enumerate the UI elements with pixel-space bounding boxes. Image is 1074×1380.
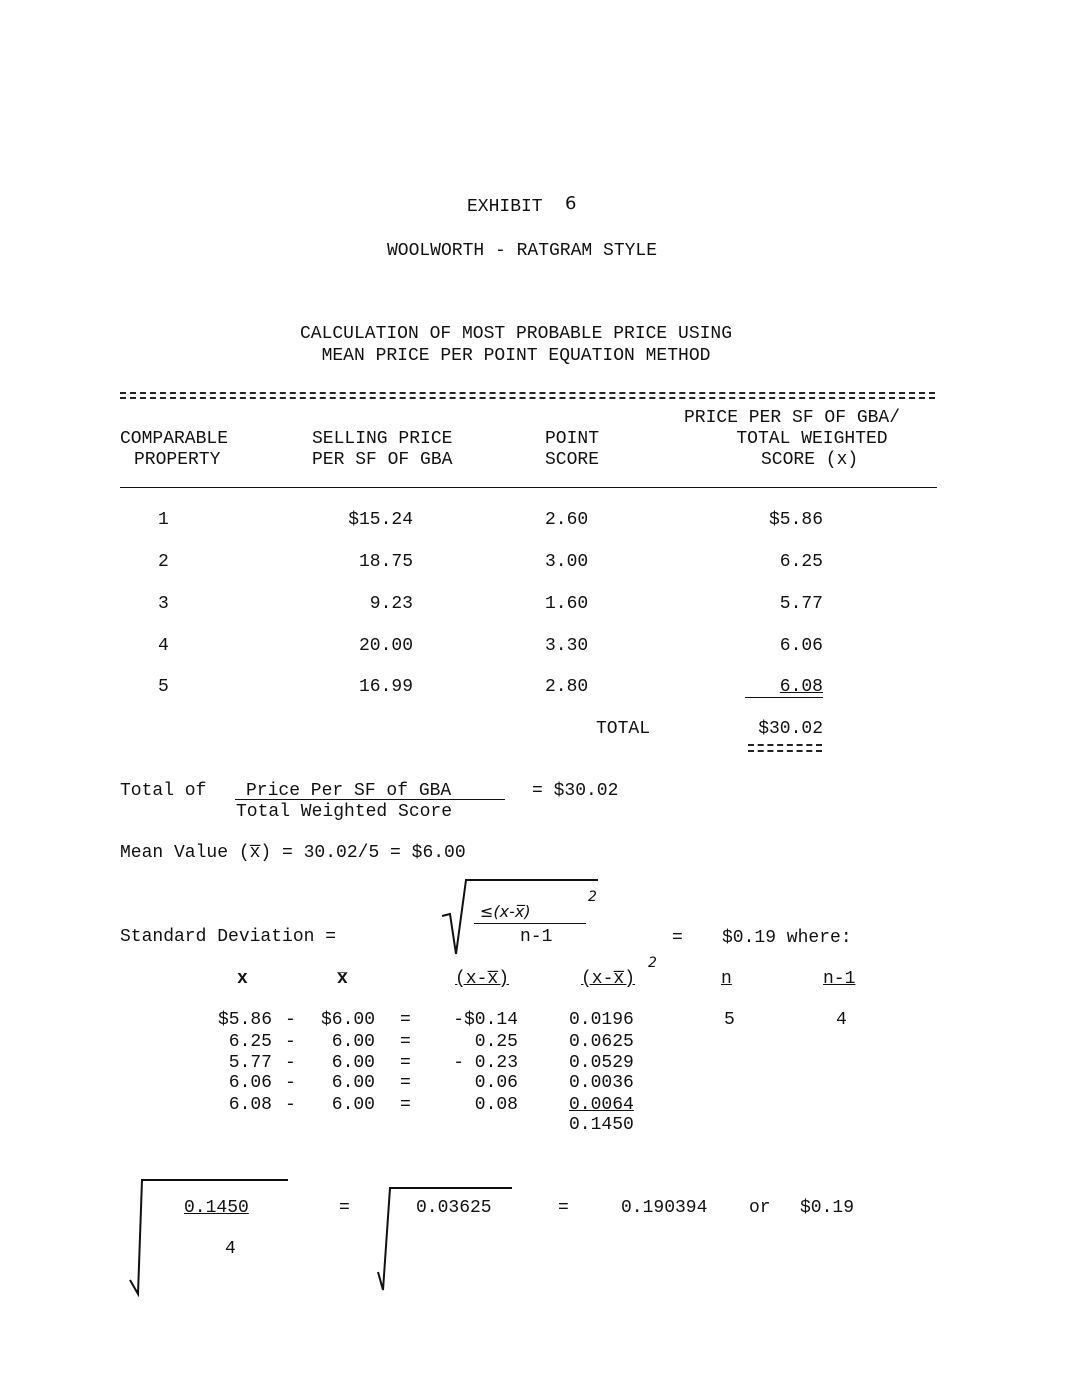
col-header-score-1: POINT	[545, 429, 600, 449]
minus-sign: -	[285, 1010, 296, 1030]
cell-property: 5	[158, 677, 169, 697]
minus-sign: -	[285, 1053, 296, 1073]
cell-score: 3.30	[545, 636, 589, 656]
equals-sign: =	[400, 1010, 411, 1030]
sd-label: Standard Deviation =	[120, 927, 337, 947]
final-radicand: 0.03625	[416, 1198, 492, 1218]
col-header-ratio-3: SCORE (x)	[761, 450, 859, 470]
cell-score: 2.80	[545, 677, 589, 697]
equals-sign: =	[400, 1073, 411, 1093]
total-of-label: Total of	[120, 781, 207, 801]
dev-xbar: 6.00	[331, 1095, 375, 1115]
dev-diff: - 0.23	[453, 1053, 518, 1073]
cell-ratio: 6.08	[779, 677, 823, 697]
n1-value: 4	[836, 1010, 847, 1030]
final-rounded: $0.19	[800, 1198, 855, 1218]
minus-sign: -	[285, 1032, 296, 1052]
dev-header-n1: n-1	[823, 969, 856, 989]
sd-fraction-bar	[474, 923, 586, 924]
dev-x: 6.06	[228, 1073, 272, 1093]
dev-header-sq: (x-x̅)	[581, 969, 636, 989]
sd-result: $0.19 where:	[722, 928, 852, 948]
cell-price: 18.75	[358, 552, 413, 572]
final-or: or	[749, 1198, 771, 1218]
col-header-score-2: SCORE	[545, 450, 600, 470]
dev-x: 6.25	[228, 1032, 272, 1052]
cell-score: 1.60	[545, 594, 589, 614]
equals-sign: =	[400, 1095, 411, 1115]
cell-price: 9.23	[369, 594, 413, 614]
cell-ratio: 6.25	[779, 552, 823, 572]
cell-ratio: 5.77	[779, 594, 823, 614]
dev-sum: 0.1450	[569, 1115, 634, 1135]
minus-sign: -	[285, 1073, 296, 1093]
dev-header-sq-sup: 2	[648, 955, 657, 971]
cell-ratio: 6.06	[779, 636, 823, 656]
final-denominator: 4	[225, 1239, 236, 1259]
cell-price: $15.24	[348, 510, 413, 530]
cell-price: 20.00	[358, 636, 413, 656]
sqrt-icon	[128, 1178, 293, 1298]
dev-diff: 0.08	[474, 1095, 518, 1115]
cell-property: 3	[158, 594, 169, 614]
dev-x: 5.77	[228, 1053, 272, 1073]
col-header-property-2: PROPERTY	[134, 450, 221, 470]
n-value: 5	[724, 1010, 735, 1030]
double-rule-top	[120, 392, 935, 394]
dev-header-diff: (x-x̅)	[455, 969, 510, 989]
dev-header-n: n	[721, 969, 732, 989]
total-result: = $30.02	[532, 781, 619, 801]
dev-header-x: x	[237, 969, 248, 989]
exhibit-label: EXHIBIT	[467, 197, 543, 217]
cell-property: 2	[158, 552, 169, 572]
mean-value: Mean Value (x̅) = 30.02/5 = $6.00	[120, 843, 466, 863]
cell-property: 1	[158, 510, 169, 530]
equals-sign: =	[400, 1032, 411, 1052]
dev-xbar: 6.00	[331, 1073, 375, 1093]
double-rule-top-2	[120, 397, 935, 399]
col-header-property-1: COMPARABLE	[120, 429, 229, 449]
dev-sq: 0.0529	[569, 1053, 634, 1073]
dev-xbar: $6.00	[320, 1010, 375, 1030]
minus-sign: -	[285, 1095, 296, 1115]
final-numerator: 0.1450	[184, 1198, 249, 1218]
col-header-ratio-1: PRICE PER SF OF GBA/	[684, 408, 901, 428]
final-equals-2: =	[558, 1198, 569, 1218]
sum-underline	[745, 697, 823, 698]
total-label: TOTAL	[596, 719, 651, 739]
cell-score: 2.60	[545, 510, 589, 530]
final-result: 0.190394	[621, 1198, 708, 1218]
equals-sign: =	[400, 1053, 411, 1073]
dev-sq: 0.0064	[569, 1095, 634, 1115]
final-equals-1: =	[339, 1198, 350, 1218]
col-header-price-2: PER SF OF GBA	[312, 450, 453, 470]
sd-numerator-sup: 2	[588, 889, 597, 905]
dev-diff: 0.25	[474, 1032, 518, 1052]
dev-x: 6.08	[228, 1095, 272, 1115]
header-rule	[120, 487, 937, 488]
sd-equals: =	[672, 928, 683, 948]
dev-sq: 0.0625	[569, 1032, 634, 1052]
dev-sq: 0.0036	[569, 1073, 634, 1093]
fraction-numerator: Price Per SF of GBA	[246, 781, 452, 801]
total-double-rule	[748, 744, 822, 752]
dev-diff: -$0.14	[453, 1010, 518, 1030]
fraction-denominator: Total Weighted Score	[236, 802, 453, 822]
subtitle: WOOLWORTH - RATGRAM STYLE	[386, 241, 658, 261]
cell-property: 4	[158, 636, 169, 656]
cell-score: 3.00	[545, 552, 589, 572]
dev-header-xbar: x̅	[337, 969, 348, 989]
dev-sq: 0.0196	[569, 1010, 634, 1030]
exhibit-number: 6	[565, 193, 577, 214]
col-header-ratio-2: TOTAL WEIGHTED	[736, 429, 888, 449]
dev-xbar: 6.00	[331, 1053, 375, 1073]
dev-x: $5.86	[217, 1010, 272, 1030]
cell-ratio: $5.86	[768, 510, 823, 530]
sd-denominator: n-1	[520, 927, 553, 947]
fraction-bar	[235, 799, 505, 800]
dev-xbar: 6.00	[331, 1032, 375, 1052]
col-header-price-1: SELLING PRICE	[312, 429, 453, 449]
dev-diff: 0.06	[474, 1073, 518, 1093]
total-value: $30.02	[758, 719, 823, 739]
heading-line-2: MEAN PRICE PER POINT EQUATION METHOD	[321, 346, 711, 366]
heading-line-1: CALCULATION OF MOST PROBABLE PRICE USING	[299, 324, 733, 344]
cell-price: 16.99	[358, 677, 413, 697]
sd-numerator: ≤(x-x̅)	[480, 902, 531, 921]
